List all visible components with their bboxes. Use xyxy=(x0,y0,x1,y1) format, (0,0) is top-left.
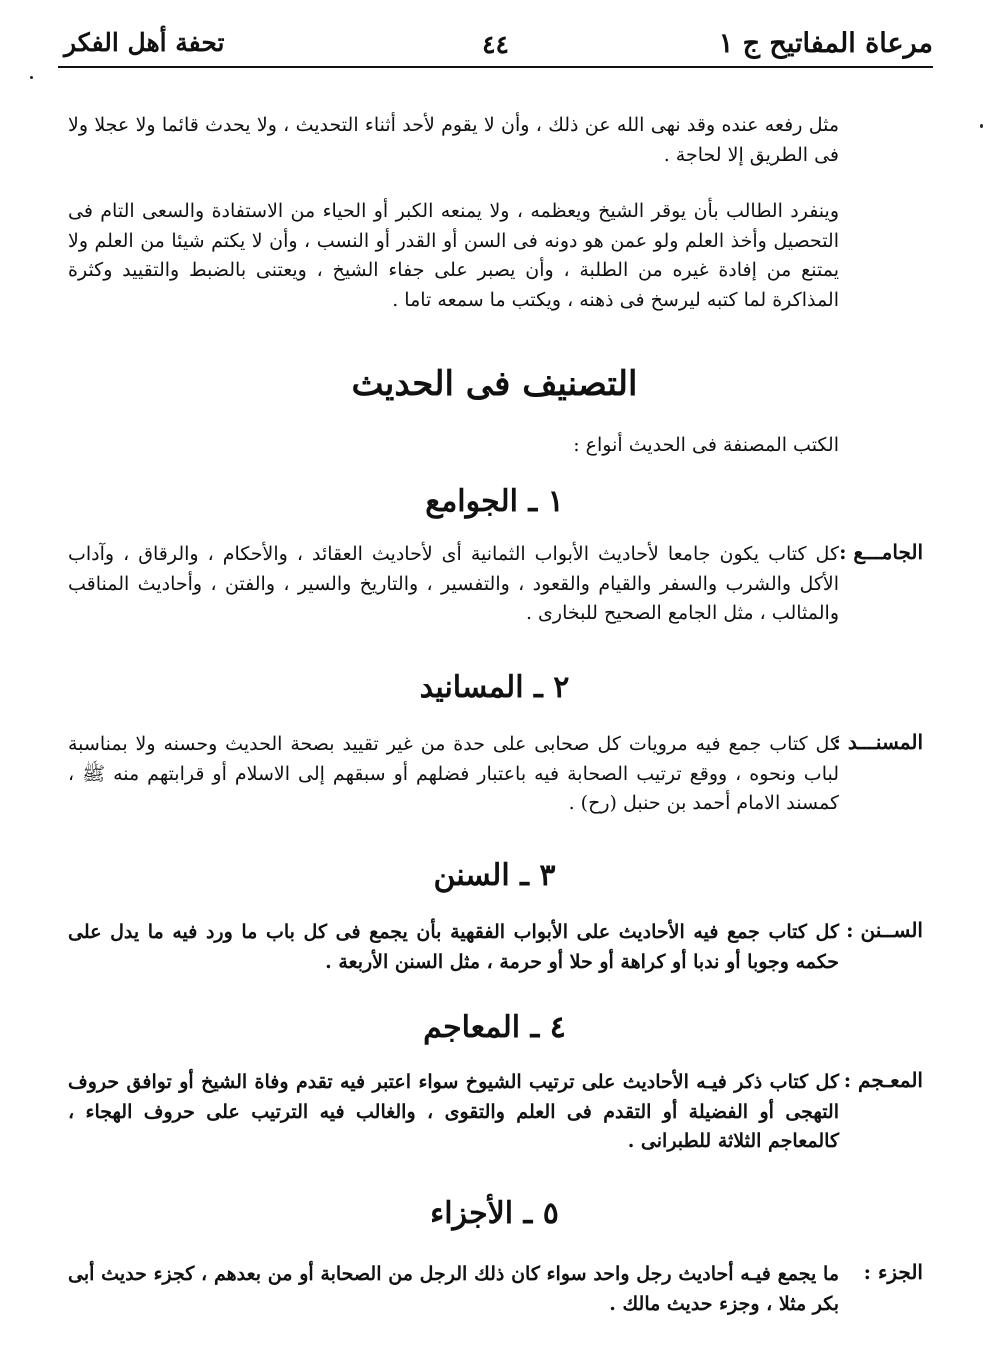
definition-musnad: كل كتاب جمع فيه مرويات كل صحابى على حدة من غير تقييد بصحة الحديث وحسنه ولا بمناسبة لباب ونحوه ، ووقع ترتيب الصحابة فيه باعتبار فضلهم أو سبقهم إلى الاسلام أو قرابتهم منه ﷺ ، كمسند الامام أحمد بن حنبل (رح) . xyxy=(68,733,839,815)
section-heading-sunan: ٣ ـ السنن xyxy=(433,858,556,893)
term-mujam: المعـجم : xyxy=(843,1068,923,1092)
term-jami: الجامـــع : xyxy=(839,540,923,564)
scan-speck xyxy=(30,76,33,79)
page-header xyxy=(58,22,933,68)
page-number: ٤٤ xyxy=(482,30,509,59)
scan-speck xyxy=(980,124,983,128)
term-sunan: الســنن : xyxy=(846,918,923,942)
term-juz: الجزء : xyxy=(863,1260,923,1284)
paragraph-etiquette-teacher: مثل رفعه عنده وقد نهى الله عن ذلك ، وأن لا يقوم لأحد أثناء التحديث ، ولا يحدث قائما ولا عجلا ولا فى الطريق إلا لحاجة . xyxy=(68,114,839,166)
section-heading-maajim: ٤ ـ المعاجم xyxy=(423,1010,566,1045)
definition-juz: ما يجمع فيـه أحاديث رجل واحد سواء كان ذلك الرجل من الصحابة أو من بعدهم ، كجزء حديث أبى بكر مثلا ، وجزء حديث مالك . xyxy=(68,1263,839,1315)
intro-line: الكتب المصنفة فى الحديث أنواع : xyxy=(573,434,839,456)
chapter-title: التصنيف فى الحديث xyxy=(351,364,638,404)
paragraph-etiquette-student: وينفرد الطالب بأن يوقر الشيخ ويعظمه ، ولا يمنعه الكبر أو الحياء من الاستفادة والسعى التام فى التحصيل وأخذ العلم ولو عمن هو دونه فى السن أو القدر أو النسب ، وأن لا يكتم شيئا من العلم ولا يمتنع من إفادة غيره من الطلبة ، وأن يصبر على جفاء الشيخ ، ويعتنى بالضبط والتقييد وكثرة المذاكرة لما كتبه ليرسخ فى ذهنه ، ويكتب ما سمعه تاما . xyxy=(68,200,839,311)
definition-mujam: كل كتاب ذكر فيـه الأحاديث على ترتيب الشيوخ سواء اعتبر فيه تقدم وفاة الشيخ أو توافق حروف التهجى أو الفضيلة أو التقدم فى العلم والتقوى ، والغالب فيه الترتيب على حروف الهجاء ، كالمعاجم الثلاثة للطبرانى . xyxy=(68,1071,839,1153)
section-heading-masanid: ٢ ـ المسانيد xyxy=(419,670,570,705)
running-title-right: مرعاة المفاتيح ج ١ xyxy=(718,28,933,59)
section-heading-ajza: ٥ ـ الأجزاء xyxy=(430,1196,559,1231)
definition-sunan: كل كتاب جمع فيه الأحاديث على الأبواب الفقهية بأن يجمع فى كل باب ما ورد فيه ما يدل على حكمه وجوبا أو ندبا أو كراهة أو حلا أو حرمة ، مثل السنن الأربعة . xyxy=(68,921,839,973)
definition-jami: كل كتاب يكون جامعا لأحاديث الأبواب الثمانية أى لأحاديث العقائد ، والأحكام ، والرقاق ، وآداب الأكل والشرب والسفر والقيام والقعود ، والتفسير ، والتاريخ والسير ، والفتن ، وأحاديث المناقب والمثالب ، مثل الجامع الصحيح للبخارى . xyxy=(68,543,839,625)
term-musnad: المسنـــد : xyxy=(833,730,923,754)
running-title-left: تحفة أهل الفكر xyxy=(64,28,225,57)
section-heading-jawami: ١ ـ الجوامع xyxy=(425,484,564,519)
